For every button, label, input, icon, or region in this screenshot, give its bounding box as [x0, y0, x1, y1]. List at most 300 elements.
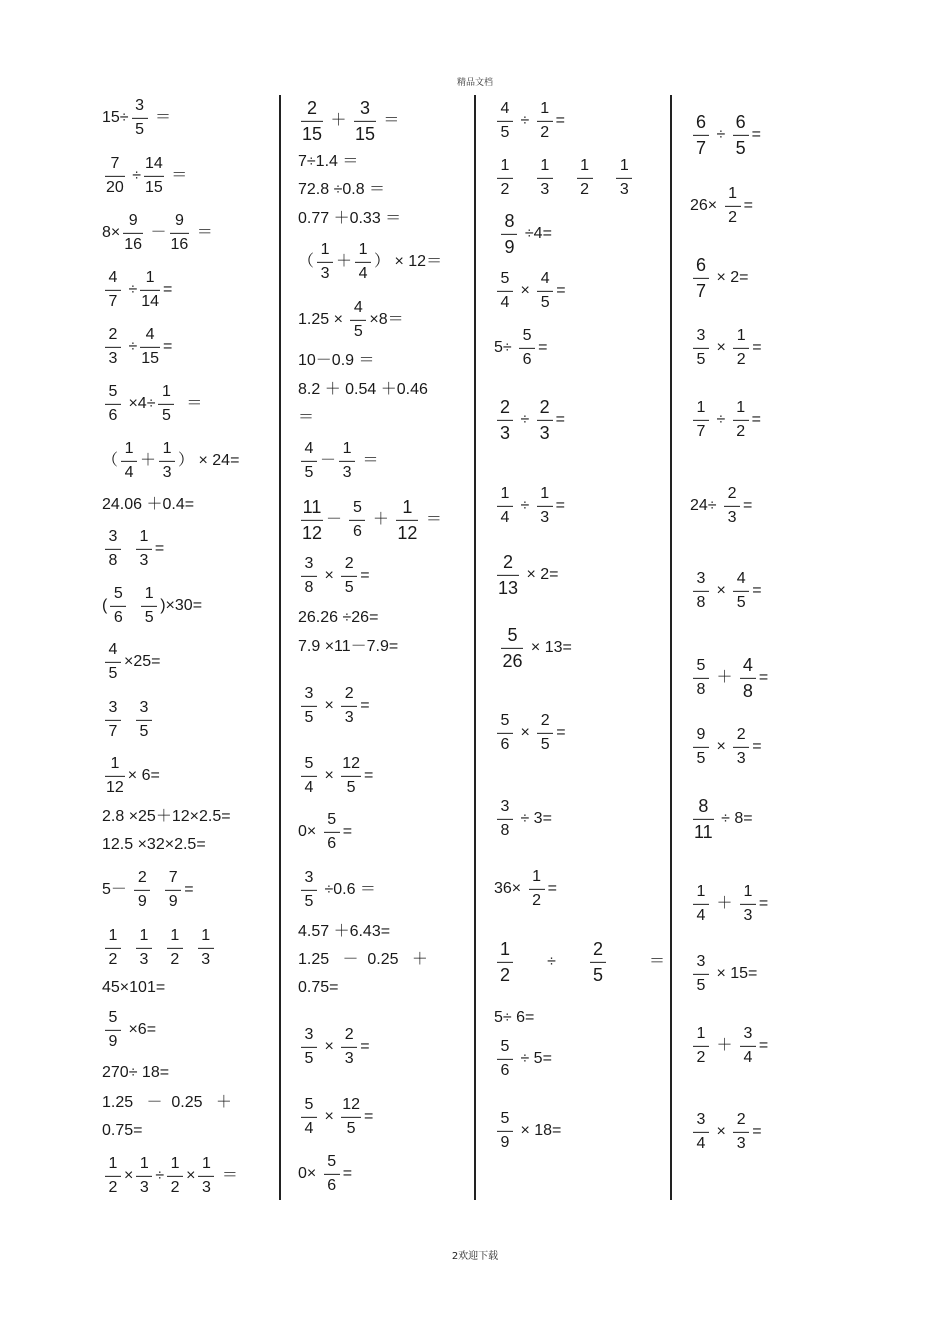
fraction-numerator: 14 [145, 154, 163, 172]
fraction-denominator: 15 [141, 350, 160, 368]
fraction-bar [140, 347, 160, 348]
fraction-bar [497, 420, 513, 421]
fraction-denominator: 4 [696, 907, 706, 925]
fraction-denominator: 2 [499, 965, 510, 986]
fraction [324, 812, 340, 852]
fraction-bar [497, 506, 513, 507]
fraction-denominator: 2 [580, 181, 590, 199]
fraction-numerator: 2 [736, 725, 746, 743]
fraction-numerator: 5 [353, 498, 362, 516]
expression-text: × [124, 1166, 134, 1184]
fraction-bar [167, 948, 183, 949]
expression-text: × [320, 1037, 339, 1055]
fraction-numerator: 1 [162, 439, 172, 457]
problem-c1-4 [102, 270, 172, 310]
fraction-denominator: 3 [344, 709, 354, 727]
fraction-numerator: 1 [580, 156, 590, 174]
fraction-numerator: 3 [696, 569, 706, 587]
expression-text: ＋ [712, 1036, 737, 1054]
fraction [105, 270, 121, 310]
expression-text: ÷ [124, 337, 138, 355]
fraction-bar [497, 1059, 513, 1060]
fraction [301, 498, 323, 542]
fraction-numerator: 1 [170, 926, 180, 944]
fraction-denominator: 9 [108, 1033, 118, 1051]
fraction [733, 113, 749, 157]
expression-text: = [743, 196, 753, 214]
expression-text: 0× [298, 1164, 321, 1182]
expression-text: = [342, 822, 353, 840]
expression-text: ÷ [516, 952, 588, 970]
expression-text: × 2= [522, 565, 559, 583]
fraction-numerator: 4 [500, 99, 510, 117]
fraction-bar [501, 234, 517, 235]
fraction-bar [341, 576, 357, 577]
problem-c1-20 [102, 1065, 169, 1081]
fraction [349, 500, 365, 540]
problem-c2-24 [298, 1154, 352, 1194]
fraction [519, 328, 535, 368]
fraction-bar [301, 890, 317, 891]
expression-text: × [712, 338, 731, 356]
expression-text: 0.75= [298, 979, 339, 996]
fraction-denominator: 5 [135, 121, 145, 139]
expression-text: × [320, 766, 339, 784]
fraction-bar [339, 461, 355, 462]
fraction-bar [519, 348, 535, 349]
fraction [105, 928, 121, 968]
expression-text: × [516, 723, 535, 741]
fraction-numerator: 2 [108, 325, 118, 343]
fraction-bar [136, 1176, 152, 1177]
fraction [341, 756, 361, 796]
fraction [301, 556, 317, 596]
fraction [301, 441, 317, 481]
fraction-bar [301, 1117, 317, 1118]
fraction-denominator: 4 [304, 779, 314, 797]
problem-c4-10 [690, 797, 753, 841]
fraction-denominator: 9 [168, 893, 178, 911]
expression-text: ＝ [217, 1166, 238, 1184]
fraction-denominator: 5 [144, 609, 154, 627]
fraction-bar [693, 348, 709, 349]
fraction-numerator: 2 [539, 396, 550, 417]
fraction [590, 940, 606, 984]
problem-c3-6 [494, 398, 565, 442]
fraction-bar [105, 1176, 121, 1177]
fraction [725, 186, 741, 226]
problem-c3-12 [494, 869, 557, 909]
fraction-denominator: 3 [139, 552, 149, 570]
fraction-bar [105, 176, 125, 177]
fraction-bar [693, 904, 709, 905]
fraction [301, 99, 323, 143]
fraction [110, 586, 126, 626]
fraction [341, 556, 357, 596]
fraction-bar [123, 233, 143, 234]
problem-c3-7 [494, 486, 565, 526]
expression-text: = [360, 1037, 370, 1055]
expression-text: = [555, 410, 566, 428]
fraction [136, 700, 152, 740]
fraction-numerator: 3 [135, 96, 145, 114]
fraction-numerator: 1 [110, 754, 120, 772]
expression-text: ( [102, 596, 108, 614]
fraction-bar [141, 606, 157, 607]
expression-text: × [516, 281, 535, 299]
expression-text: = [752, 737, 762, 755]
expression-text: ×25= [124, 652, 161, 670]
expression-text: ＝ [192, 223, 213, 241]
fraction-denominator: 4 [743, 1049, 753, 1067]
expression-text: 24.06 ＋0.4= [102, 496, 195, 513]
fraction-bar [144, 176, 164, 177]
expression-text: × 2= [712, 268, 749, 286]
fraction [136, 1156, 152, 1196]
expression-text: ÷ 8= [716, 809, 753, 827]
expression-text: = [154, 539, 165, 557]
expression-text: 7.9 ×11－7.9= [298, 638, 399, 655]
fraction-bar [167, 1176, 183, 1177]
fraction-bar [355, 262, 371, 263]
expression-text: ＋ [712, 894, 737, 912]
expression-text: × [712, 581, 731, 599]
fraction-numerator: 2 [499, 396, 510, 417]
problem-c1-16 [102, 870, 194, 910]
fraction [497, 553, 519, 597]
problem-c2-11 [298, 498, 442, 542]
expression-text: = [360, 696, 370, 714]
expression-text: × 6= [127, 766, 160, 784]
expression-text: × 13= [526, 638, 572, 656]
expression-text: 7÷1.4 ＝ [298, 153, 359, 170]
problem-c3-9 [494, 626, 572, 670]
fraction-denominator: 3 [320, 265, 330, 283]
fraction-denominator: 3 [162, 464, 172, 482]
fraction-numerator: 1 [139, 926, 149, 944]
expression-text: = [547, 879, 557, 897]
fraction [497, 158, 513, 198]
fraction [301, 1097, 317, 1137]
fraction-numerator: 3 [696, 1110, 706, 1128]
fraction-bar [165, 890, 181, 891]
fraction-numerator: 1 [162, 382, 171, 400]
fraction-bar [724, 506, 740, 507]
expression-text: ×4÷ [124, 394, 156, 412]
problem-c4-8 [690, 656, 768, 700]
fraction-numerator: 1 [139, 527, 149, 545]
expression-text: = [751, 410, 762, 428]
fraction [693, 884, 709, 924]
fraction [354, 99, 376, 143]
fraction-numerator: 8 [698, 795, 709, 816]
fraction [341, 1027, 357, 1067]
fraction-denominator: 3 [619, 181, 629, 199]
fraction-denominator: 3 [499, 423, 510, 444]
fraction-bar [301, 1047, 317, 1048]
fraction-bar [105, 662, 121, 663]
fraction-numerator: 1 [320, 240, 330, 258]
problem-c1-14 [102, 809, 231, 825]
fraction-bar [132, 118, 148, 119]
expression-text: ÷ [516, 496, 534, 514]
expression-text: （ [102, 451, 119, 469]
fraction [693, 1112, 709, 1152]
fraction-bar [733, 591, 749, 592]
expression-text: = [758, 668, 769, 686]
fraction-denominator: 8 [742, 681, 753, 702]
problem-c1-10 [102, 586, 202, 626]
fraction-bar [134, 890, 150, 891]
fraction-denominator: 3 [540, 509, 550, 527]
expression-text: 1.25 × [298, 310, 348, 328]
fraction-denominator: 5 [696, 750, 706, 768]
fraction [355, 242, 371, 282]
expression-text: 0.75= [102, 1122, 143, 1139]
fraction-bar [396, 520, 418, 521]
problem-c3-13 [494, 940, 665, 984]
expression-text: = [360, 566, 370, 584]
fraction-numerator: 6 [735, 111, 746, 132]
fraction-numerator: 1 [108, 1154, 118, 1172]
fraction-bar [693, 135, 709, 136]
column-divider-3 [670, 95, 672, 1200]
expression-text: ＝ [378, 111, 400, 129]
fraction-denominator: 8 [304, 579, 314, 597]
fraction-bar [693, 1132, 709, 1133]
problem-c1-18 [102, 980, 165, 996]
fraction [339, 441, 355, 481]
fraction-bar [301, 461, 317, 462]
fraction-bar [341, 706, 357, 707]
expression-text: 10－0.9 ＝ [298, 352, 375, 369]
problem-c2-12 [298, 556, 370, 596]
fraction [170, 213, 190, 253]
fraction-numerator: 3 [304, 554, 314, 572]
fraction-denominator: 12 [397, 523, 418, 544]
problem-c4-4 [690, 328, 762, 368]
fraction-numerator: 1 [696, 398, 706, 416]
fraction-numerator: 2 [503, 551, 514, 572]
fraction-bar [341, 1117, 361, 1118]
fraction [733, 400, 749, 440]
fraction-numerator: 2 [307, 97, 318, 118]
expression-text: × 18= [516, 1121, 562, 1139]
fraction-denominator: 2 [170, 951, 180, 969]
problem-c1-7 [102, 441, 239, 481]
fraction-numerator: 12 [342, 754, 361, 772]
fraction-bar [497, 178, 513, 179]
fraction-bar [740, 678, 756, 679]
fraction-denominator: 5 [346, 779, 356, 797]
expression-text [494, 640, 498, 656]
fraction-numerator: 5 [522, 326, 532, 344]
fraction [693, 256, 709, 300]
fraction-bar [170, 233, 190, 234]
fraction-bar [136, 549, 152, 550]
fraction [301, 1027, 317, 1067]
expression-text: 36× [494, 879, 526, 897]
fraction-numerator: 2 [344, 554, 354, 572]
fraction [733, 1112, 749, 1152]
fraction-denominator: 3 [344, 1050, 354, 1068]
problem-c3-4 [494, 271, 566, 311]
fraction-denominator: 2 [108, 951, 118, 969]
fraction-denominator: 2 [170, 1179, 180, 1197]
fraction-bar [693, 974, 709, 975]
fraction-numerator: 3 [108, 698, 118, 716]
expression-text [153, 882, 162, 898]
problem-c2-15 [298, 686, 370, 726]
fraction-bar [537, 178, 553, 179]
fraction [134, 870, 150, 910]
expression-text: 2.8 ×25＋12×2.5= [102, 808, 231, 825]
fraction-bar [693, 591, 709, 592]
fraction-denominator: 2 [108, 1179, 118, 1197]
expression-text: ÷4= [520, 224, 552, 242]
problem-c3-8 [494, 553, 559, 597]
fraction [537, 158, 553, 198]
fraction-bar [324, 1174, 340, 1175]
fraction-denominator: 5 [304, 709, 314, 727]
fraction-numerator: 1 [540, 484, 550, 502]
problem-c2-22 [298, 1027, 370, 1067]
fraction-denominator: 3 [539, 423, 550, 444]
problem-c4-9 [690, 727, 762, 767]
fraction-denominator: 5 [353, 323, 363, 341]
fraction-numerator: 1 [540, 156, 550, 174]
expression-text: 45×101= [102, 979, 166, 996]
fraction-bar [577, 178, 593, 179]
fraction [198, 928, 214, 968]
fraction [693, 113, 709, 157]
expression-text: 26.26 ÷26= [298, 609, 379, 626]
fraction-numerator: 3 [696, 952, 706, 970]
fraction-numerator: 1 [402, 496, 413, 517]
fraction [497, 101, 513, 141]
fraction-denominator: 16 [124, 236, 143, 254]
fraction-numerator: 1 [532, 867, 542, 885]
fraction-numerator: 2 [736, 1110, 746, 1128]
expression-text: = [556, 723, 566, 741]
page-header: 精品文档 [456, 78, 493, 88]
problem-c1-5 [102, 327, 172, 367]
fraction-numerator: 1 [619, 156, 629, 174]
expression-text: 270÷ 18= [102, 1064, 170, 1081]
fraction [158, 384, 174, 424]
problem-c4-6 [690, 486, 752, 526]
problem-c1-8 [102, 497, 194, 513]
fraction-numerator: 1 [743, 882, 753, 900]
expression-text: ×6= [124, 1020, 157, 1038]
expression-text: = [758, 1036, 769, 1054]
fraction-bar [497, 733, 513, 734]
expression-text: 24÷ [690, 496, 722, 514]
fraction-denominator: 3 [342, 464, 352, 482]
fraction [740, 656, 756, 700]
fraction [497, 486, 513, 526]
fraction [497, 940, 513, 984]
fraction-denominator: 7 [696, 423, 706, 441]
fraction-bar [497, 962, 513, 963]
problem-c2-3 [298, 182, 385, 198]
fraction-bar [110, 606, 126, 607]
fraction-denominator: 2 [500, 181, 510, 199]
problem-c1-17 [102, 928, 217, 968]
fraction-numerator: 3 [743, 1024, 753, 1042]
fraction-bar [740, 1046, 756, 1047]
fraction-numerator: 4 [304, 439, 314, 457]
fraction-numerator: 5 [304, 754, 314, 772]
fraction [577, 158, 593, 198]
problem-c2-6 [298, 300, 404, 340]
problem-c2-8 [298, 382, 428, 398]
problem-c3-1 [494, 101, 565, 141]
fraction [105, 642, 121, 682]
fraction-bar [354, 121, 376, 122]
fraction-denominator: 4 [124, 464, 134, 482]
fraction-numerator: 1 [124, 439, 134, 457]
problem-c3-14 [494, 1010, 534, 1026]
problem-c4-3 [690, 256, 748, 300]
fraction [105, 700, 121, 740]
fraction-numerator: 4 [736, 569, 746, 587]
fraction-denominator: 6 [500, 1062, 510, 1080]
fraction [529, 869, 545, 909]
fraction-denominator: 2 [736, 423, 746, 441]
problem-c1-21 [102, 1095, 232, 1111]
problem-c4-14 [690, 1112, 762, 1152]
fraction [105, 327, 121, 367]
expression-text: ÷ [712, 410, 730, 428]
problem-c4-11 [690, 884, 768, 924]
fraction-denominator: 5 [593, 965, 604, 986]
fraction-numerator: 1 [540, 99, 550, 117]
fraction-numerator: 1 [500, 156, 510, 174]
problem-c4-1 [690, 113, 761, 157]
problem-c4-5 [690, 400, 761, 440]
expression-text [124, 940, 133, 956]
fraction-bar [301, 520, 323, 521]
fraction-bar [301, 776, 317, 777]
fraction [733, 571, 749, 611]
fraction-bar [733, 348, 749, 349]
fraction-bar [301, 121, 323, 122]
fraction-denominator: 15 [302, 124, 323, 145]
expression-text [596, 170, 614, 186]
expression-text [556, 170, 574, 186]
fraction-denominator: 2 [540, 124, 550, 142]
expression-text: 1.25 － 0.25 ＋ [102, 1094, 232, 1111]
fraction-bar [537, 121, 553, 122]
problem-c3-11 [494, 799, 552, 839]
fraction-numerator: 9 [128, 211, 138, 229]
fraction-numerator: 7 [168, 868, 178, 886]
problem-c1-1 [102, 98, 171, 138]
fraction-numerator: 3 [139, 698, 149, 716]
fraction-bar [497, 121, 513, 122]
expression-text [186, 940, 195, 956]
page-footer: 2欢迎下载 [451, 1251, 499, 1262]
fraction-numerator: 8 [504, 210, 515, 231]
fraction-numerator: 3 [108, 527, 118, 545]
fraction [497, 799, 513, 839]
column-divider-2 [474, 95, 476, 1200]
fraction-denominator: 6 [500, 736, 510, 754]
expression-text [124, 541, 133, 557]
expression-text: ÷0.6 ＝ [320, 880, 376, 898]
fraction-bar [136, 720, 152, 721]
